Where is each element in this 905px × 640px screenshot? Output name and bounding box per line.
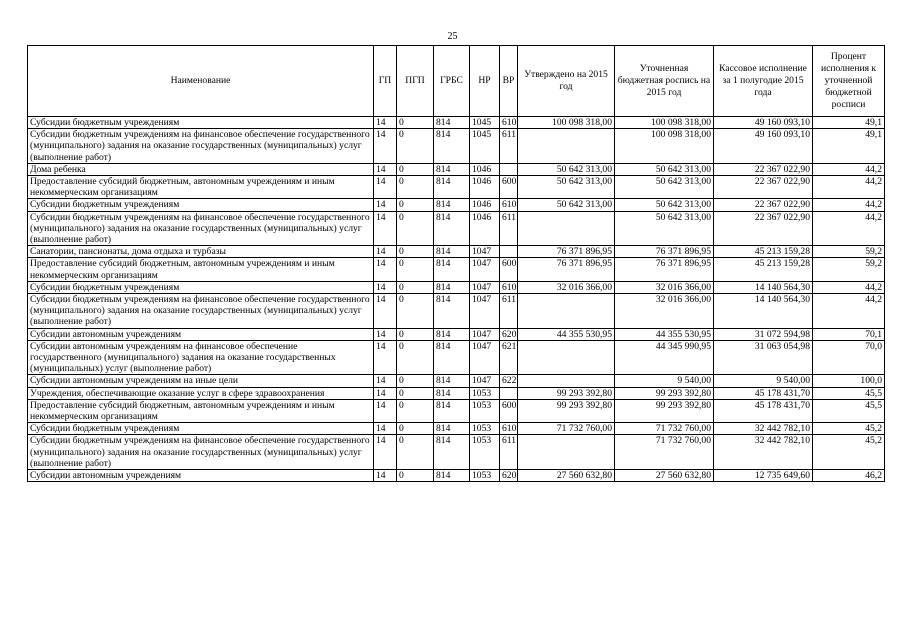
cell-executed: 31 063 054,98 (714, 340, 813, 375)
cell-grbs: 814 (434, 340, 470, 375)
cell-refined: 50 642 313,00 (615, 211, 714, 246)
cell-vr: 610 (500, 117, 518, 129)
cell-pgp: 0 (397, 281, 434, 293)
header-vr: ВР (500, 46, 518, 117)
cell-name: Субсидии бюджетным учреждениям на финансовое обеспечение государственного (муниципального) задания на оказание государственных (муниципальных) услуг (выполнение работ) (28, 211, 374, 246)
cell-vr: 600 (500, 258, 518, 281)
table-row (28, 129, 885, 164)
cell-np: 1053 (470, 435, 500, 470)
cell-executed: 45 178 431,70 (714, 399, 813, 422)
table-row (28, 163, 885, 175)
cell-percent: 44,2 (813, 176, 885, 199)
cell-gp: 14 (374, 246, 397, 258)
header-name: Наименование (28, 46, 374, 117)
cell-gp: 14 (374, 375, 397, 387)
cell-pgp: 0 (397, 199, 434, 211)
cell-np: 1046 (470, 176, 500, 199)
header-pgp: ПГП (397, 46, 434, 117)
cell-vr: 611 (500, 211, 518, 246)
cell-name: Предоставление субсидий бюджетным, автономным учреждениям и иным некоммерческим организациям (28, 258, 374, 281)
cell-vr (500, 163, 518, 175)
cell-percent: 45,2 (813, 435, 885, 470)
cell-executed: 9 540,00 (714, 375, 813, 387)
cell-name: Субсидии бюджетным учреждениям на финансовое обеспечение государственного (муниципального) задания на оказание государственных (муниципальных) услуг (выполнение работ) (28, 129, 374, 164)
cell-executed: 32 442 782,10 (714, 435, 813, 470)
cell-pgp: 0 (397, 328, 434, 340)
cell-percent: 44,2 (813, 199, 885, 211)
cell-gp: 14 (374, 163, 397, 175)
cell-grbs: 814 (434, 328, 470, 340)
cell-pgp: 0 (397, 117, 434, 129)
cell-approved: 99 293 392,80 (518, 399, 615, 422)
table-row (28, 387, 885, 399)
cell-percent: 45,5 (813, 387, 885, 399)
cell-approved: 99 293 392,80 (518, 387, 615, 399)
cell-name: Субсидии автономным учреждениям на иные цели (28, 375, 374, 387)
cell-pgp: 0 (397, 423, 434, 435)
cell-np: 1047 (470, 258, 500, 281)
cell-name: Санатории, пансионаты, дома отдыха и турбазы (28, 246, 374, 258)
cell-name: Субсидии автономным учреждениям (28, 328, 374, 340)
cell-vr: 620 (500, 470, 518, 482)
cell-percent: 45,5 (813, 399, 885, 422)
cell-vr: 600 (500, 399, 518, 422)
cell-executed: 22 367 022,90 (714, 211, 813, 246)
cell-np: 1047 (470, 375, 500, 387)
cell-refined: 32 016 366,00 (615, 281, 714, 293)
cell-grbs: 814 (434, 470, 470, 482)
cell-gp: 14 (374, 211, 397, 246)
cell-refined: 50 642 313,00 (615, 163, 714, 175)
cell-name: Предоставление субсидий бюджетным, автономным учреждениям и иным некоммерческим организациям (28, 399, 374, 422)
cell-grbs: 814 (434, 375, 470, 387)
cell-np: 1046 (470, 211, 500, 246)
cell-approved (518, 340, 615, 375)
cell-pgp: 0 (397, 387, 434, 399)
cell-grbs: 814 (434, 246, 470, 258)
cell-pgp: 0 (397, 470, 434, 482)
cell-gp: 14 (374, 129, 397, 164)
cell-gp: 14 (374, 281, 397, 293)
table-row (28, 328, 885, 340)
cell-name: Субсидии бюджетным учреждениям на финансовое обеспечение государственного (муниципального) задания на оказание государственных (муниципальных) услуг (выполнение работ) (28, 294, 374, 329)
cell-name: Субсидии бюджетным учреждениям (28, 117, 374, 129)
cell-percent: 44,2 (813, 294, 885, 329)
budget-execution-table (27, 45, 885, 482)
cell-name: Учреждения, обеспечивающие оказание услуг в сфере здравоохранения (28, 387, 374, 399)
cell-approved (518, 211, 615, 246)
table-row (28, 211, 885, 246)
cell-approved: 76 371 896,95 (518, 258, 615, 281)
cell-pgp: 0 (397, 211, 434, 246)
cell-grbs: 814 (434, 387, 470, 399)
cell-refined: 44 355 530,95 (615, 328, 714, 340)
cell-executed: 14 140 564,30 (714, 294, 813, 329)
table-body (28, 117, 885, 482)
cell-percent: 100,0 (813, 375, 885, 387)
cell-refined: 71 732 760,00 (615, 435, 714, 470)
cell-pgp: 0 (397, 340, 434, 375)
cell-vr: 622 (500, 375, 518, 387)
header-gp: ГП (374, 46, 397, 117)
cell-vr: 610 (500, 199, 518, 211)
table-row (28, 246, 885, 258)
cell-approved (518, 435, 615, 470)
cell-percent: 59,2 (813, 258, 885, 281)
cell-executed: 49 160 093,10 (714, 117, 813, 129)
cell-refined: 50 642 313,00 (615, 176, 714, 199)
cell-approved: 50 642 313,00 (518, 199, 615, 211)
cell-name: Субсидии автономным учреждениям (28, 470, 374, 482)
cell-refined: 100 098 318,00 (615, 117, 714, 129)
cell-grbs: 814 (434, 435, 470, 470)
cell-vr: 600 (500, 176, 518, 199)
cell-refined: 99 293 392,80 (615, 399, 714, 422)
cell-refined: 27 560 632,80 (615, 470, 714, 482)
cell-gp: 14 (374, 328, 397, 340)
table-row (28, 258, 885, 281)
table-row (28, 435, 885, 470)
cell-np: 1047 (470, 281, 500, 293)
cell-approved: 44 355 530,95 (518, 328, 615, 340)
cell-gp: 14 (374, 340, 397, 375)
cell-refined: 100 098 318,00 (615, 129, 714, 164)
cell-np: 1045 (470, 117, 500, 129)
cell-pgp: 0 (397, 294, 434, 329)
cell-refined: 76 371 896,95 (615, 258, 714, 281)
cell-executed: 12 735 649,60 (714, 470, 813, 482)
cell-np: 1053 (470, 470, 500, 482)
cell-np: 1045 (470, 129, 500, 164)
cell-approved (518, 375, 615, 387)
cell-gp: 14 (374, 399, 397, 422)
cell-grbs: 814 (434, 176, 470, 199)
table-row (28, 281, 885, 293)
table-row (28, 340, 885, 375)
cell-vr (500, 387, 518, 399)
cell-vr: 611 (500, 435, 518, 470)
cell-gp: 14 (374, 435, 397, 470)
cell-refined: 32 016 366,00 (615, 294, 714, 329)
cell-refined: 71 732 760,00 (615, 423, 714, 435)
cell-percent: 59,2 (813, 246, 885, 258)
cell-vr: 611 (500, 129, 518, 164)
cell-vr: 611 (500, 294, 518, 329)
header-grbs: ГРБС (434, 46, 470, 117)
cell-name: Дома ребенка (28, 163, 374, 175)
page-number: 25 (447, 31, 458, 42)
cell-executed: 45 213 159,28 (714, 246, 813, 258)
cell-pgp: 0 (397, 176, 434, 199)
cell-percent: 70,1 (813, 328, 885, 340)
cell-grbs: 814 (434, 423, 470, 435)
table-row (28, 470, 885, 482)
cell-refined: 76 371 896,95 (615, 246, 714, 258)
cell-executed: 32 442 782,10 (714, 423, 813, 435)
cell-approved: 76 371 896,95 (518, 246, 615, 258)
cell-gp: 14 (374, 176, 397, 199)
table-row (28, 294, 885, 329)
cell-name: Субсидии бюджетным учреждениям (28, 199, 374, 211)
cell-refined: 99 293 392,80 (615, 387, 714, 399)
cell-np: 1047 (470, 328, 500, 340)
cell-executed: 22 367 022,90 (714, 199, 813, 211)
cell-gp: 14 (374, 294, 397, 329)
cell-executed: 49 160 093,10 (714, 129, 813, 164)
cell-vr: 610 (500, 281, 518, 293)
cell-gp: 14 (374, 387, 397, 399)
cell-grbs: 814 (434, 294, 470, 329)
cell-np: 1046 (470, 199, 500, 211)
cell-np: 1047 (470, 246, 500, 258)
cell-approved: 32 016 366,00 (518, 281, 615, 293)
cell-np: 1046 (470, 163, 500, 175)
table-row (28, 117, 885, 129)
cell-percent: 49,1 (813, 117, 885, 129)
table-row (28, 176, 885, 199)
cell-pgp: 0 (397, 246, 434, 258)
cell-gp: 14 (374, 199, 397, 211)
cell-percent: 44,2 (813, 281, 885, 293)
cell-gp: 14 (374, 423, 397, 435)
cell-executed: 45 178 431,70 (714, 387, 813, 399)
header-row (28, 46, 885, 117)
cell-pgp: 0 (397, 258, 434, 281)
cell-executed: 22 367 022,90 (714, 176, 813, 199)
cell-approved: 50 642 313,00 (518, 163, 615, 175)
cell-np: 1053 (470, 423, 500, 435)
cell-grbs: 814 (434, 163, 470, 175)
table-header (28, 46, 885, 117)
cell-name: Субсидии бюджетным учреждениям (28, 281, 374, 293)
cell-pgp: 0 (397, 435, 434, 470)
cell-percent: 45,2 (813, 423, 885, 435)
cell-grbs: 814 (434, 129, 470, 164)
cell-vr: 620 (500, 328, 518, 340)
cell-refined: 44 345 990,95 (615, 340, 714, 375)
cell-np: 1053 (470, 387, 500, 399)
cell-gp: 14 (374, 258, 397, 281)
cell-grbs: 814 (434, 399, 470, 422)
cell-approved: 71 732 760,00 (518, 423, 615, 435)
table-row (28, 375, 885, 387)
cell-grbs: 814 (434, 258, 470, 281)
cell-grbs: 814 (434, 281, 470, 293)
cell-name: Субсидии бюджетным учреждениям (28, 423, 374, 435)
cell-approved (518, 129, 615, 164)
table-row (28, 399, 885, 422)
cell-grbs: 814 (434, 117, 470, 129)
cell-executed: 45 213 159,28 (714, 258, 813, 281)
header-executed: Кассовое исполнение за 1 полугодие 2015 года (714, 46, 813, 117)
cell-refined: 9 540,00 (615, 375, 714, 387)
cell-percent: 44,2 (813, 163, 885, 175)
cell-gp: 14 (374, 470, 397, 482)
cell-pgp: 0 (397, 375, 434, 387)
cell-executed: 31 072 594,98 (714, 328, 813, 340)
cell-percent: 44,2 (813, 211, 885, 246)
cell-name: Субсидии бюджетным учреждениям на финансовое обеспечение государственного (муниципального) задания на оказание государственных (муниципальных) услуг (выполнение работ) (28, 435, 374, 470)
cell-np: 1047 (470, 294, 500, 329)
cell-name: Субсидии автономным учреждениям на финансовое обеспечение государственного (муниципального) задания на оказание государственных (муниципальных) услуг (выполнение работ) (28, 340, 374, 375)
cell-approved: 27 560 632,80 (518, 470, 615, 482)
cell-grbs: 814 (434, 211, 470, 246)
cell-executed: 14 140 564,30 (714, 281, 813, 293)
cell-percent: 46,2 (813, 470, 885, 482)
cell-pgp: 0 (397, 163, 434, 175)
header-refined: Уточненная бюджетная роспись на 2015 год (615, 46, 714, 117)
cell-name: Предоставление субсидий бюджетным, автономным учреждениям и иным некоммерческим организациям (28, 176, 374, 199)
cell-grbs: 814 (434, 199, 470, 211)
cell-percent: 49,1 (813, 129, 885, 164)
cell-vr: 610 (500, 423, 518, 435)
cell-vr (500, 246, 518, 258)
cell-refined: 50 642 313,00 (615, 199, 714, 211)
header-np: НР (470, 46, 500, 117)
header-percent: Процент исполнения к уточненной бюджетной росписи (813, 46, 885, 117)
cell-pgp: 0 (397, 399, 434, 422)
cell-executed: 22 367 022,90 (714, 163, 813, 175)
table-row (28, 199, 885, 211)
cell-approved (518, 294, 615, 329)
cell-np: 1053 (470, 399, 500, 422)
cell-approved: 100 098 318,00 (518, 117, 615, 129)
header-approved: Утверждено на 2015 год (518, 46, 615, 117)
table-row (28, 423, 885, 435)
cell-approved: 50 642 313,00 (518, 176, 615, 199)
cell-percent: 70,0 (813, 340, 885, 375)
cell-pgp: 0 (397, 129, 434, 164)
cell-np: 1047 (470, 340, 500, 375)
cell-vr: 621 (500, 340, 518, 375)
cell-gp: 14 (374, 117, 397, 129)
